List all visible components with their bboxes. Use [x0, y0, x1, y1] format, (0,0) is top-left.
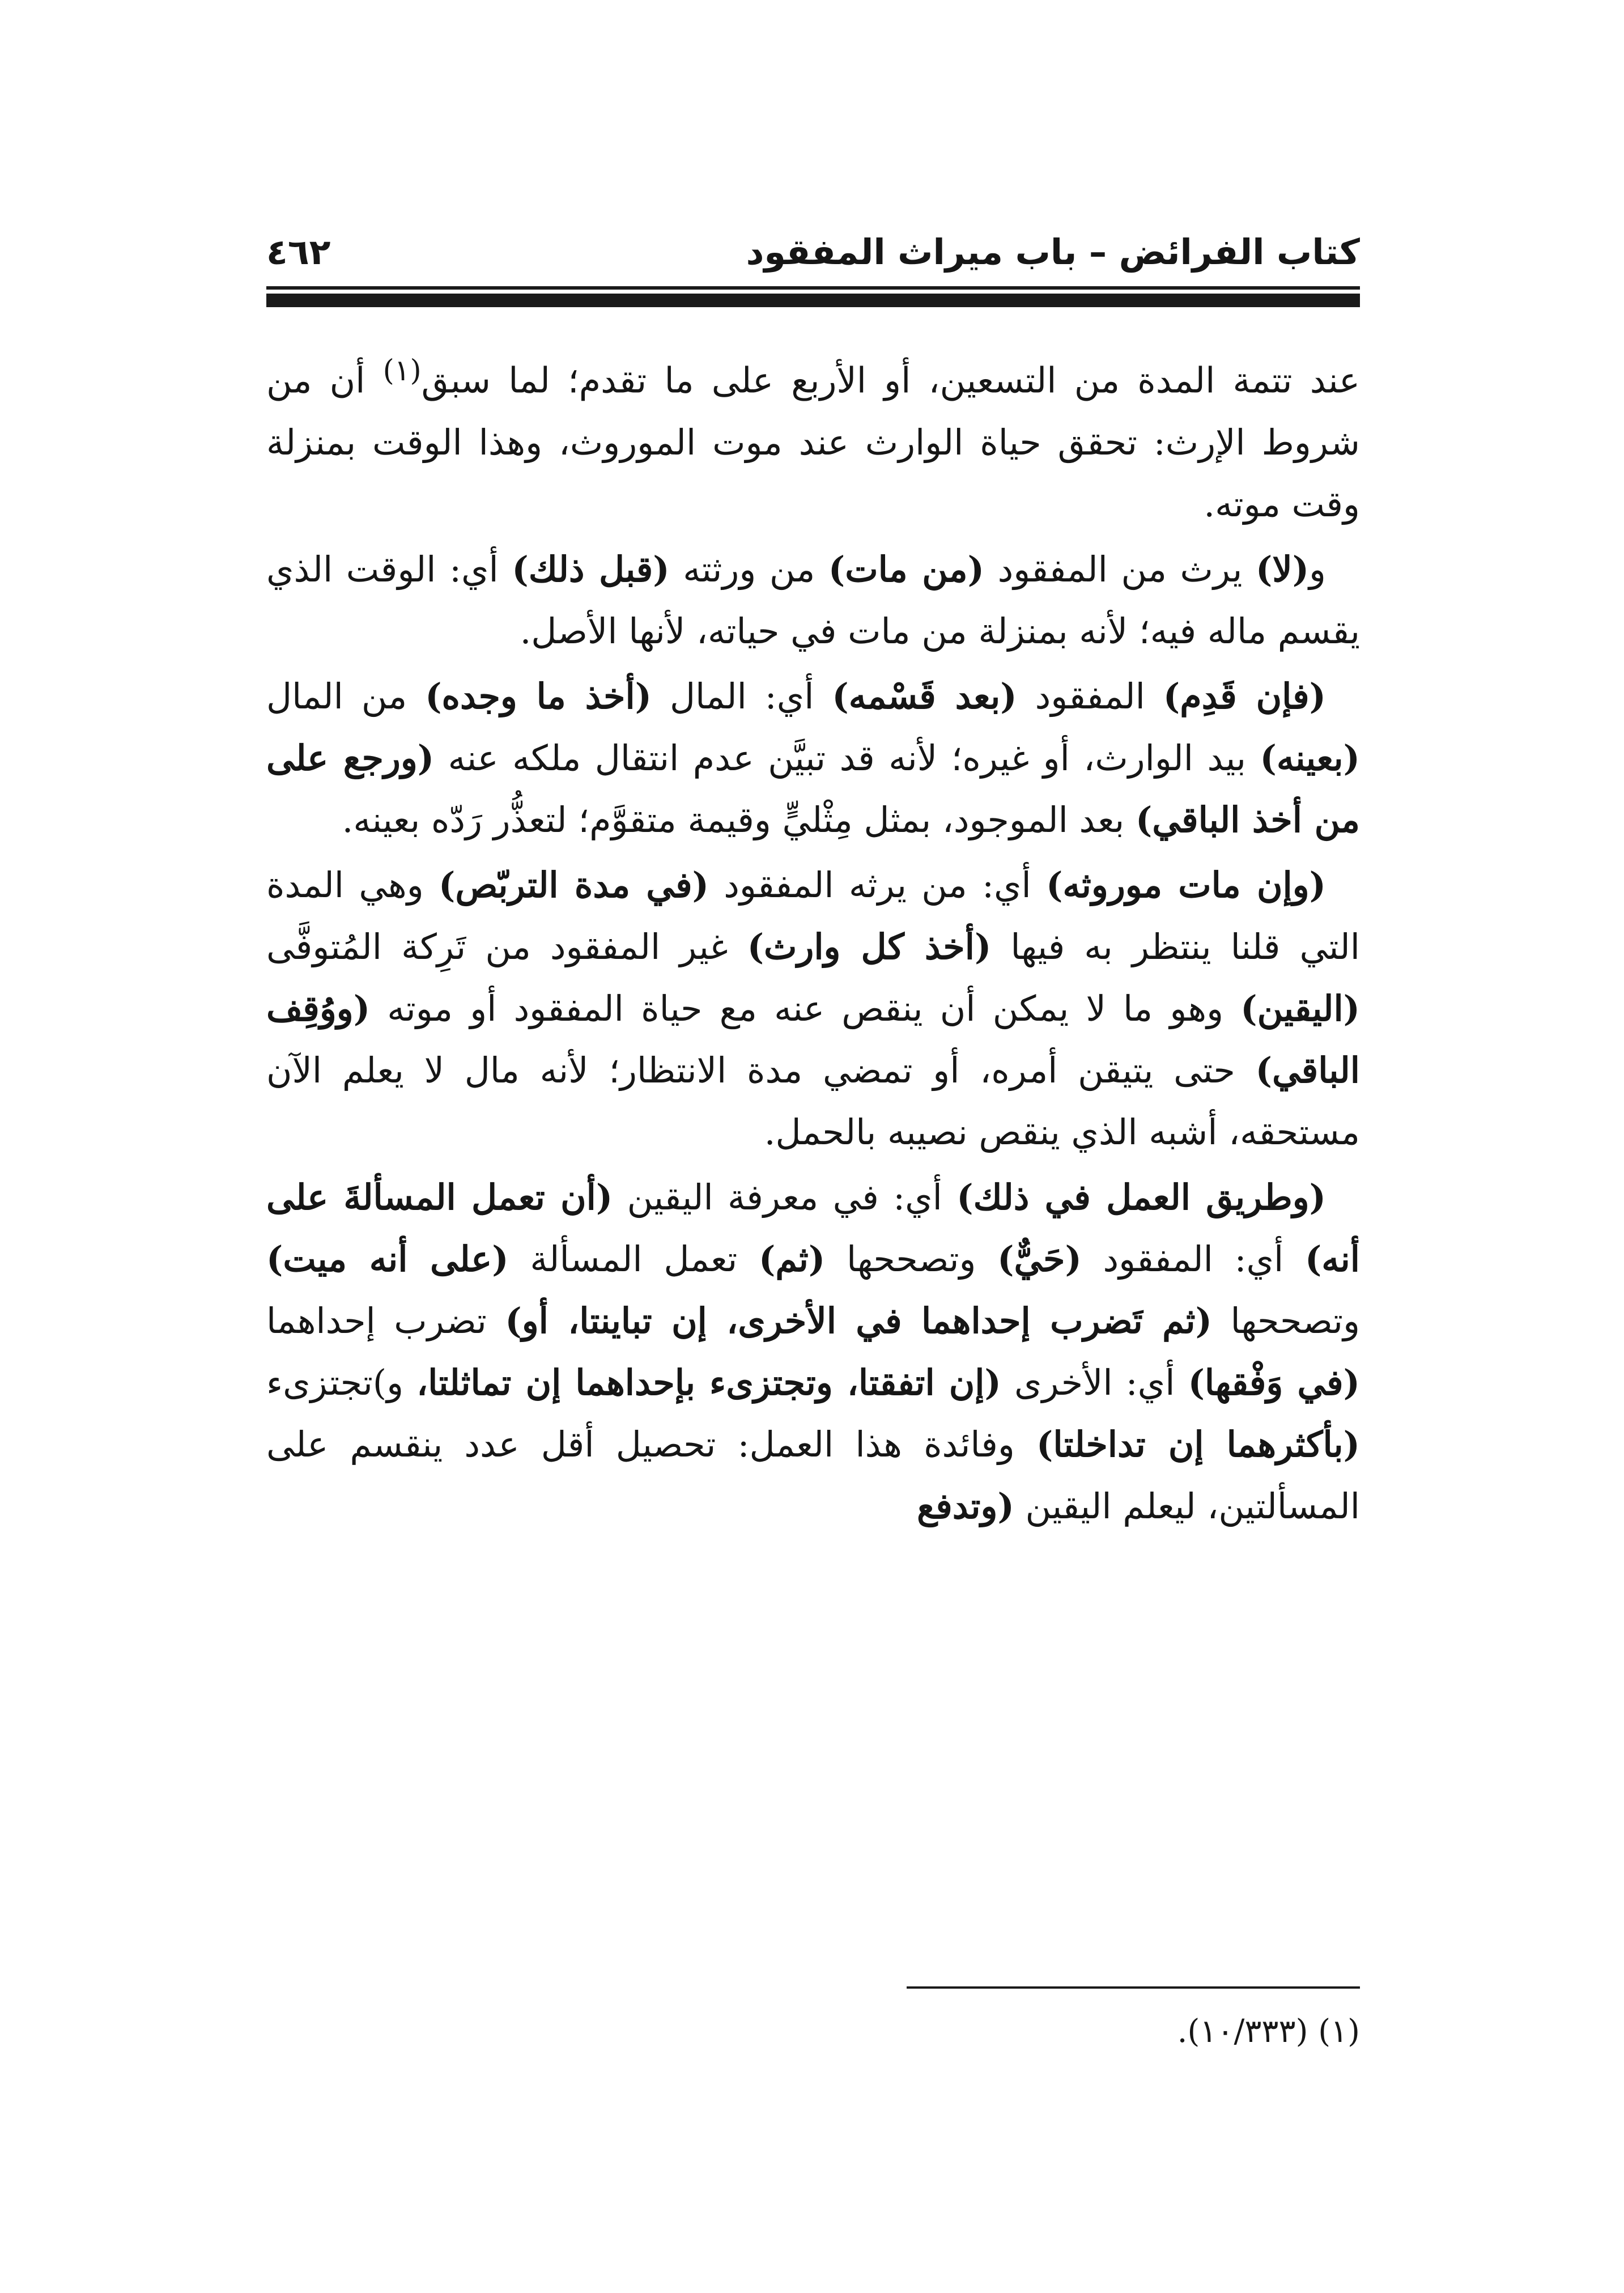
- page-header: [266, 224, 1360, 286]
- p5-text-9: وفائدة هذا العمل: تحصيل أقل عدد ينقسم على المسألتين، ليعلم اليقين: [266, 1423, 1360, 1527]
- p1-text-1: عند تتمة المدة من التسعين، أو الأربع على ما تقدم؛ لما سبق: [421, 359, 1360, 401]
- p3-text-5: بعد الموجود، بمثل مِثْليٍّ وقيمة متقوَّم؛ لتعذُّر رَدّه بعينه.: [342, 799, 1136, 840]
- p1-text-2: أن من شروط الإرث: تحقق حياة الوارث عند موت الموروث، وهذا الوقت بمنزلة وقت موته.: [266, 359, 1360, 525]
- p5-bold-5: (على أنه ميت): [266, 1238, 509, 1280]
- p5-text-3: وتصححها: [825, 1238, 998, 1280]
- p3-bold-5: (ورجع على من أخذ الباقي): [266, 737, 1360, 840]
- p3-text-2: أي: المال: [652, 675, 832, 717]
- paragraph-2: [266, 538, 1360, 662]
- p5-bold-10: (وتدفع: [917, 1485, 1014, 1527]
- p5-bold-9: (بأكثرهما إن تداخلتا): [1036, 1423, 1360, 1465]
- p5-text-1: أي: في معرفة اليقين: [613, 1176, 957, 1218]
- p4-text-2: وهي المدة التي قلنا ينتظر به فيها: [266, 864, 1361, 967]
- paragraph-4: [266, 854, 1360, 1163]
- p4-text-1: أي: من يرثه المفقود: [708, 864, 1047, 906]
- p3-bold-3: (أخذ ما وجده): [425, 675, 652, 717]
- main-text: [266, 340, 1360, 1540]
- p3-bold-4: (بعينه): [1260, 737, 1361, 779]
- paragraph-5: [266, 1166, 1360, 1537]
- p4-bold-2: (في مدة التربّص): [439, 864, 709, 906]
- p2-bold-1: (لا): [1256, 548, 1310, 590]
- p3-text-4: بيد الوارث، أو غيره؛ لأنه قد تبيَّن عدم انتقال ملكه عنه: [434, 737, 1260, 779]
- header-rule-thick: [266, 294, 1360, 307]
- p4-text-3: غير المفقود من تَرِكة المُتوفَّى: [266, 925, 747, 967]
- p4-bold-1: (وإن مات موروثه): [1046, 864, 1326, 906]
- p3-text-1: المفقود: [1017, 675, 1163, 717]
- p5-text-5: وتصححها: [1212, 1300, 1361, 1341]
- header-rule-thin: [266, 286, 1360, 290]
- p3-bold-1: (فإن قَدِم): [1163, 675, 1326, 717]
- p5-bold-7: (في وَفْقها): [1188, 1361, 1360, 1403]
- p2-text-3: من ورثته: [669, 548, 828, 590]
- paragraph-3: [266, 665, 1360, 851]
- p2-bold-2: (من مات): [828, 548, 984, 590]
- p2-text-4: أي: الوقت الذي يقسم ماله فيه؛ لأنه بمنزلة من مات في حياته، لأنها الأصل.: [266, 548, 1360, 652]
- p5-bold-8: (إن اتفقتا، وتجتزىء بإحداهما إن تماثلتا،: [416, 1361, 1001, 1403]
- p3-bold-2: (بعد قَسْمه): [832, 675, 1017, 717]
- paragraph-1: [266, 340, 1360, 535]
- p5-text-4: تعمل المسألة: [508, 1238, 759, 1280]
- p3-text-3: من المال: [266, 675, 426, 717]
- footnote-rule: [907, 1986, 1360, 1989]
- p4-bold-3: (أخذ كل وارث): [747, 925, 992, 967]
- p2-text-1: و: [1309, 548, 1326, 590]
- p4-text-5: حتى يتيقن أمره، أو تمضي مدة الانتظار؛ لأنه مال لا يعلم الآن مستحقه، أشبه الذي ينقص نصيبه بالحمل.: [266, 1049, 1360, 1153]
- footnote-marker: (١): [382, 354, 422, 388]
- p5-bold-6: (ثم تَضرب إحداهما في الأخرى، إن تباينتا، أو): [505, 1300, 1213, 1341]
- page-number: ٤٦٢: [266, 231, 331, 273]
- p5-text-6: تضرب إحداهما: [266, 1300, 505, 1341]
- footnote: (١) (١٠/٣٣٣).: [1177, 2013, 1360, 2050]
- p5-bold-1: (وطريق العمل في ذلك): [956, 1176, 1326, 1218]
- p5-text-8: و)تجتزىء: [266, 1361, 417, 1403]
- p2-bold-3: (قبل ذلك): [512, 548, 670, 590]
- p5-text-2: أي: المفقود: [1081, 1238, 1305, 1280]
- p4-bold-5: (ووُقِف الباقي): [266, 987, 1361, 1091]
- p4-text-4: وهو ما لا يمكن أن ينقص عنه مع حياة المفقود أو موته: [370, 987, 1241, 1029]
- p2-text-2: يرث من المفقود: [984, 548, 1256, 590]
- p4-bold-4: (اليقين): [1240, 987, 1360, 1029]
- p5-text-7: أي: الأخرى: [1001, 1361, 1188, 1403]
- p5-bold-4: (ثم): [759, 1238, 826, 1280]
- running-title: كتاب الفرائض – باب ميراث المفقود: [746, 231, 1360, 273]
- p5-bold-2: (أن تعمل المسألةَ على أنه): [266, 1176, 1361, 1280]
- p5-bold-3: (حَيٌّ): [997, 1238, 1082, 1280]
